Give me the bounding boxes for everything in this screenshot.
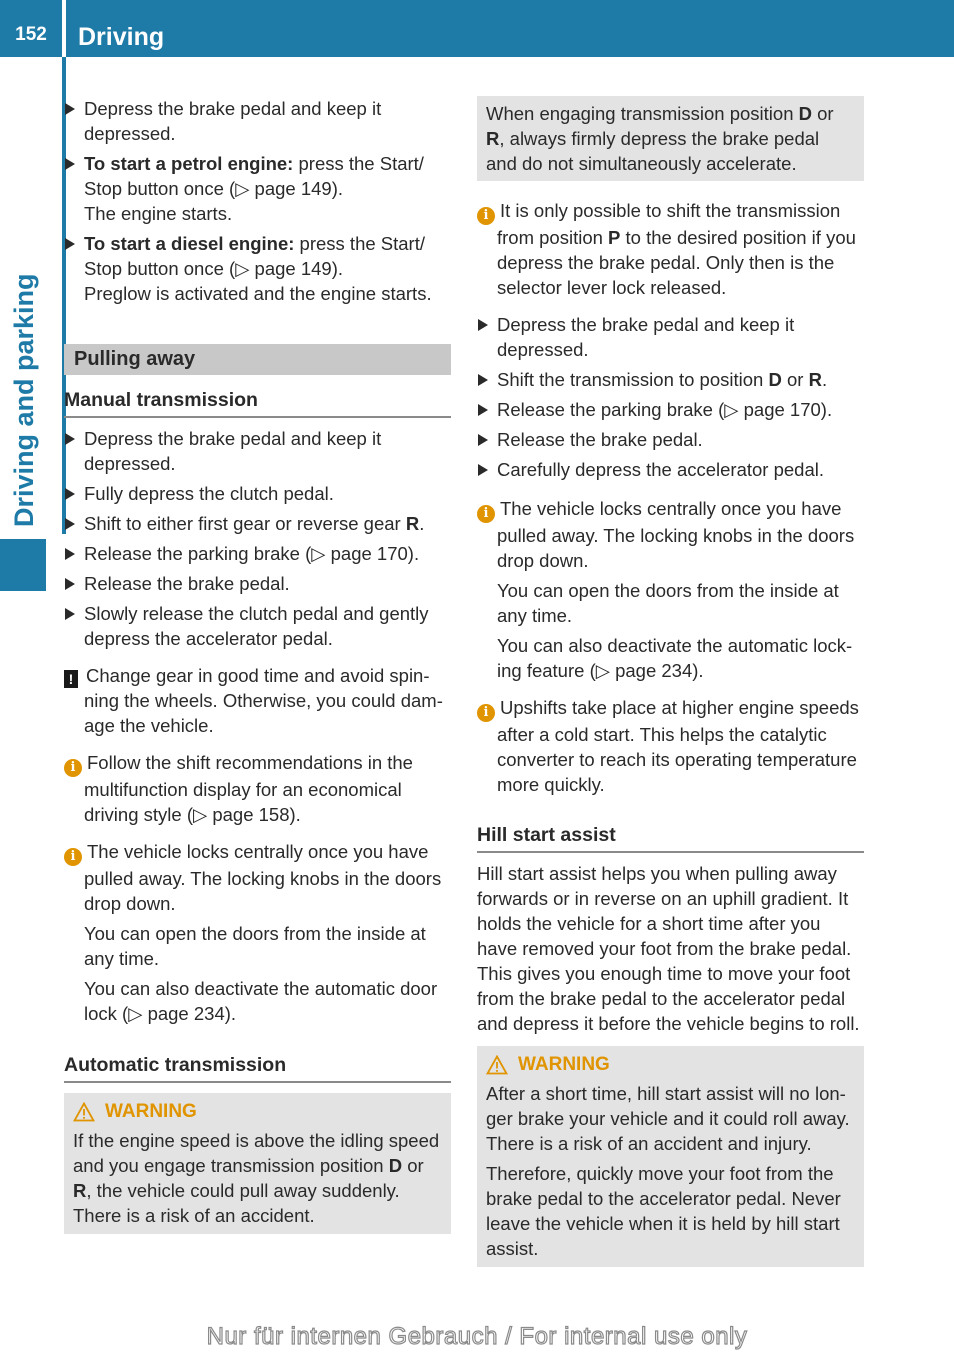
gear-letter: D xyxy=(768,369,782,390)
info-text: You can open the doors from the inside at any time. xyxy=(497,580,839,626)
step-arrow-icon xyxy=(65,578,75,590)
step-arrow-icon xyxy=(478,404,488,416)
warning-label: WARNING xyxy=(518,1054,610,1075)
caution-note xyxy=(64,663,451,738)
side-tab-marker xyxy=(0,539,46,591)
gear-letter: P xyxy=(608,227,621,248)
side-tab-label: Driving and parking xyxy=(9,273,39,527)
warning-label: WARNING xyxy=(105,1101,197,1122)
step-result: The engine starts. xyxy=(84,203,233,224)
info-text: You can also deactivate the automatic lock-ing feature (▷ page 234). xyxy=(497,635,853,681)
left-column xyxy=(64,96,451,1234)
step-item xyxy=(477,397,864,422)
step-item xyxy=(477,312,864,362)
step-bold-label: To start a petrol engine: xyxy=(84,153,294,174)
step-item: Shift the transmission to position D or R. xyxy=(477,367,864,392)
step-arrow-icon xyxy=(65,433,75,445)
step-arrow-icon xyxy=(65,608,75,620)
step-item xyxy=(477,427,864,452)
footer-watermark: Nur für internen Gebrauch / For internal use only xyxy=(206,1323,748,1350)
step-text: Release the brake pedal. xyxy=(84,573,290,594)
caution-text: Change gear in good time and avoid spin-ning the wheels. Otherwise, you could dam-age the vehicle. xyxy=(84,665,443,736)
step-item xyxy=(64,601,451,651)
step-text: Depress the brake pedal and keep it depressed. xyxy=(497,314,795,360)
side-tab xyxy=(0,57,46,534)
info-text: Follow the shift recommendations in the multifunction display for an economical driving style (▷ page 158). xyxy=(84,752,413,825)
gear-letter: R xyxy=(808,369,822,390)
step-item xyxy=(64,151,451,226)
step-text: Slowly release the clutch pedal and gently depress the accelerator pedal. xyxy=(84,603,429,649)
warning-box xyxy=(64,1093,451,1234)
info-icon: i xyxy=(477,207,495,225)
info-note xyxy=(477,198,864,300)
automatic-transmission-heading: Automatic transmission xyxy=(64,1052,451,1083)
info-text: You can open the doors from the inside at any time. xyxy=(84,923,426,969)
step-arrow-icon xyxy=(478,434,488,446)
chapter-title: Driving xyxy=(78,23,165,51)
step-text-tail: . xyxy=(419,513,425,534)
gear-letter: R xyxy=(405,513,420,534)
info-text: The vehicle locks centrally once you have pulled away. The locking knobs in the doors drop down. xyxy=(84,841,442,914)
step-item xyxy=(64,231,451,306)
step-item xyxy=(64,571,451,596)
info-icon: i xyxy=(477,704,495,722)
step-item xyxy=(64,426,451,476)
header-divider xyxy=(62,0,66,57)
hill-start-assist-heading: Hill start assist xyxy=(477,822,864,853)
info-note xyxy=(477,496,864,683)
step-bold-label: To start a diesel engine: xyxy=(84,233,295,254)
info-icon: i xyxy=(64,848,82,866)
info-text: Upshifts take place at higher engine speeds after a cold start. This helps the catalytic converter to reach its operating temperature more quickly. xyxy=(497,697,859,795)
info-note xyxy=(64,839,451,1026)
info-note xyxy=(64,750,451,827)
engage-caution-box xyxy=(477,96,864,181)
step-item xyxy=(477,457,864,482)
step-text: Release the parking brake (▷ page 170). xyxy=(497,399,833,420)
step-text: Depress the brake pedal and keep it depressed. xyxy=(84,428,382,474)
warning-triangle-icon xyxy=(73,1102,95,1122)
warning-text: Therefore, quickly move your foot from the brake pedal to the accelerator pedal. Never leave the vehicle when it is held by hill start assist. xyxy=(486,1163,841,1259)
warning-header xyxy=(486,1052,855,1078)
info-text: You can also deactivate the automatic door lock (▷ page 234). xyxy=(84,978,438,1024)
step-arrow-icon xyxy=(65,548,75,560)
warning-text: If the engine speed is above the idling speed and you engage transmission position D or R, the vehicle could pull away suddenly. There is a risk of an accident. xyxy=(73,1130,440,1226)
warning-header xyxy=(73,1099,442,1125)
section-title: Pulling away xyxy=(64,344,451,375)
info-icon: i xyxy=(477,505,495,523)
manual-transmission-heading: Manual transmission xyxy=(64,387,451,418)
page-number: 152 xyxy=(15,24,47,45)
step-text: Shift the transmission to position xyxy=(497,369,769,390)
step-text: Fully depress the clutch pedal. xyxy=(84,483,334,504)
step-arrow-icon xyxy=(65,488,75,500)
step-text: Depress the brake pedal and keep it depressed. xyxy=(84,98,382,144)
right-column xyxy=(477,96,864,1267)
warning-box xyxy=(477,1046,864,1267)
warning-text: After a short time, hill start assist will no lon-ger brake your vehicle and it could roll away. There is a risk of an accident and injury. xyxy=(486,1083,850,1154)
step-text: press the Start/ Stop button once (▷ page 149). xyxy=(84,153,424,199)
step-item xyxy=(64,541,451,566)
info-icon: i xyxy=(64,759,82,777)
step-text: Release the brake pedal. xyxy=(497,429,703,450)
step-arrow-icon xyxy=(65,238,75,250)
step-item xyxy=(64,511,451,536)
step-arrow-icon xyxy=(478,374,488,386)
info-text: It is only possible to shift the transmission from position xyxy=(497,200,841,248)
exclamation-icon: ! xyxy=(64,670,78,688)
step-text: Carefully depress the accelerator pedal. xyxy=(497,459,825,480)
step-result: Preglow is activated and the engine starts. xyxy=(84,283,432,304)
hill-start-paragraph: Hill start assist helps you when pulling away forwards or in reverse on an uphill gradient. It holds the vehicle for a short time after you have removed your foot from the brake pedal. This gives you enough time to move your foot from the brake pedal to the accelerator pedal and depress it before the vehicle begins to roll. xyxy=(477,863,860,1034)
step-item xyxy=(64,96,451,146)
step-arrow-icon xyxy=(65,103,75,115)
step-item xyxy=(64,481,451,506)
engage-caution-text: When engaging transmission position D or R, always firmly depress the brake pedal and do not simultaneously accelerate. xyxy=(486,103,834,174)
step-arrow-icon xyxy=(65,158,75,170)
info-text: The vehicle locks centrally once you have pulled away. The locking knobs in the doors drop down. xyxy=(497,498,855,571)
step-arrow-icon xyxy=(65,518,75,530)
step-text: Release the parking brake (▷ page 170). xyxy=(84,543,420,564)
step-text: Shift to either first gear or reverse gear xyxy=(84,513,406,534)
info-text: to the desired position if you depress the brake pedal. Only then is the selector lever lock released. xyxy=(497,227,856,298)
warning-triangle-icon xyxy=(486,1055,508,1075)
step-arrow-icon xyxy=(478,464,488,476)
info-note xyxy=(477,695,864,797)
step-text: press the Start/ Stop button once (▷ page 149). xyxy=(84,233,425,279)
step-arrow-icon xyxy=(478,319,488,331)
